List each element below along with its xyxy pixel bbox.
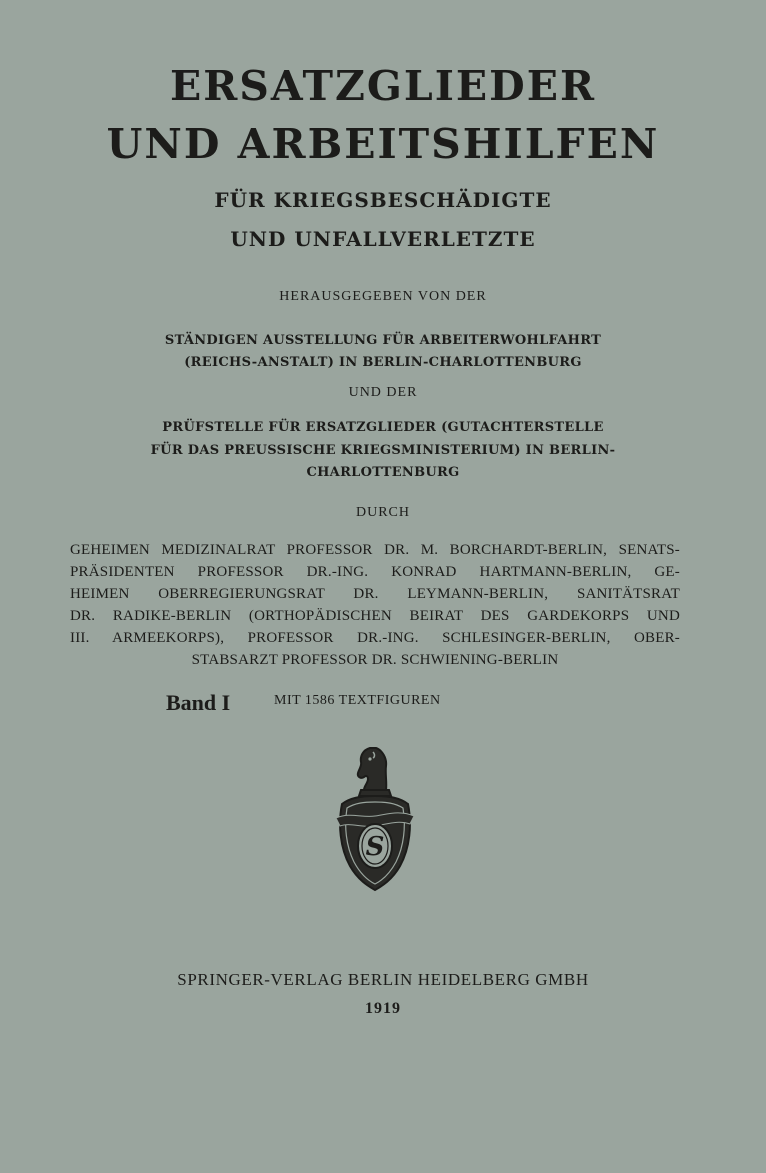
institution-2-line-1: PRÜFSTELLE FÜR ERSATZGLIEDER (GUTACHTERSTELLE <box>162 420 604 435</box>
publication-year: 1919 <box>365 1000 401 1017</box>
institution-2-line-2: FÜR DAS PREUSSISCHE KRIEGSMINISTERIUM) IN BERLIN- <box>150 443 616 458</box>
authors-line-6: STABSARZT PROFESSOR DR. SCHWIENING-BERLIN <box>191 652 559 668</box>
subtitle-line-1: FÜR KRIEGSBESCHÄDIGTE <box>214 188 552 212</box>
publisher-name: SPRINGER-VERLAG BERLIN HEIDELBERG GMBH <box>177 970 589 989</box>
subtitle-line-2: UND UNFALLVERLETZTE <box>230 227 536 251</box>
authors-line-5: III. ARMEEKORPS), PROFESSOR DR.-ING. SCHLESINGER-BERLIN, OBER- <box>70 630 680 646</box>
institution-1-line-2: (REICHS-ANSTALT) IN BERLIN-CHARLOTTENBURG <box>184 355 582 370</box>
figures-count: MIT 1586 TEXTFIGUREN <box>274 693 441 708</box>
authors-line-3: HEIMEN OBERREGIERUNGSRAT DR. LEYMANN-BERLIN, SANITÄTSRAT <box>70 586 680 602</box>
springer-knight-logo-icon <box>330 744 420 894</box>
conjunction: UND DER <box>348 385 418 400</box>
volume-label: Band I <box>166 690 231 715</box>
by-label: DURCH <box>355 505 410 520</box>
authors-line-1: GEHEIMEN MEDIZINALRAT PROFESSOR DR. M. BORCHARDT-BERLIN, SENATS- <box>70 542 680 558</box>
logo-monogram: S <box>365 832 385 862</box>
editor-intro: HERAUSGEGEBEN VON DER <box>279 289 487 304</box>
institution-1-line-1: STÄNDIGEN AUSSTELLUNG FÜR ARBEITERWOHLFAHRT <box>164 333 602 348</box>
title-line-1: ERSATZGLIEDER <box>169 62 597 110</box>
institution-2-line-3: CHARLOTTENBURG <box>306 465 460 480</box>
authors-block <box>70 539 680 671</box>
authors-line-4: DR. RADIKE-BERLIN (ORTHOPÄDISCHEN BEIRAT DES GARDEKORPS UND <box>70 608 680 624</box>
authors-line-2: PRÄSIDENTEN PROFESSOR DR.-ING. KONRAD HARTMANN-BERLIN, GE- <box>70 564 680 580</box>
title-line-2: UND ARBEITSHILFEN <box>106 120 660 168</box>
